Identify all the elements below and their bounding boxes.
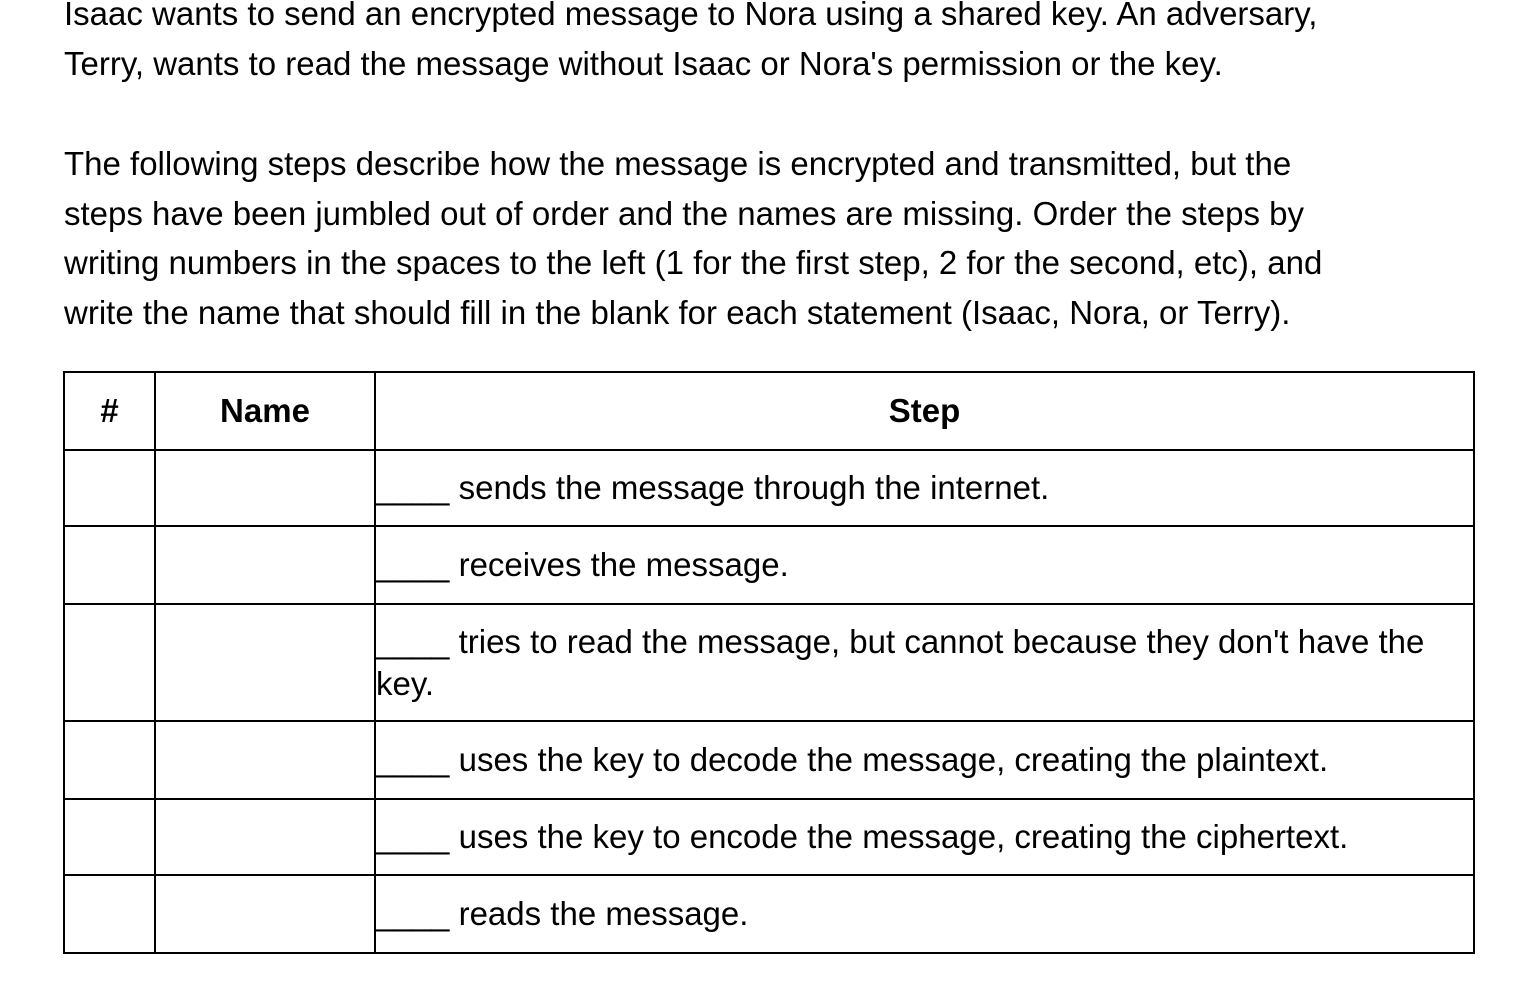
- number-cell[interactable]: [64, 875, 155, 953]
- name-blank: ____: [376, 741, 450, 778]
- header-number: #: [64, 372, 155, 450]
- step-cell: [375, 526, 1474, 604]
- number-cell[interactable]: [64, 799, 155, 875]
- step-cell: [375, 450, 1474, 526]
- table-row: [64, 721, 1474, 799]
- step-text: uses the key to decode the message, creating the plaintext.: [449, 741, 1329, 778]
- step-text: tries to read the message, but cannot because they don't have the key.: [376, 622, 1425, 702]
- step-cell: [375, 799, 1474, 875]
- step-text: receives the message.: [449, 546, 789, 583]
- instructions-line: write the name that should fill in the blank for each statement (Isaac, Nora, or Terry).: [64, 293, 1291, 331]
- table-row: [64, 604, 1474, 721]
- intro-line: Isaac wants to send an encrypted message to Nora using a shared key. An adversary,: [64, 0, 1318, 32]
- step-cell: [375, 604, 1474, 721]
- table-row: [64, 450, 1474, 526]
- instructions-paragraph: [64, 139, 1322, 337]
- name-cell[interactable]: [155, 450, 375, 526]
- name-blank: ____: [376, 622, 450, 660]
- name-blank: ____: [376, 895, 450, 932]
- step-cell: [375, 721, 1474, 799]
- name-blank: ____: [376, 546, 450, 583]
- intro-line: Terry, wants to read the message without Isaac or Nora's permission or the key.: [64, 44, 1223, 82]
- table-row: [64, 799, 1474, 875]
- instructions-line: writing numbers in the spaces to the left (1 for the first step, 2 for the second, etc), and: [64, 244, 1323, 281]
- name-cell[interactable]: [155, 526, 375, 604]
- header-step: Step: [375, 372, 1474, 450]
- name-cell[interactable]: [155, 721, 375, 799]
- step-text: sends the message through the internet.: [449, 469, 1050, 506]
- steps-table: [63, 371, 1475, 954]
- number-cell[interactable]: [64, 526, 155, 604]
- name-blank: ____: [376, 818, 450, 855]
- name-blank: ____: [376, 469, 450, 506]
- table-header-row: [64, 372, 1474, 450]
- table-row: [64, 526, 1474, 604]
- step-text: uses the key to encode the message, creating the ciphertext.: [449, 818, 1349, 855]
- instructions-line: steps have been jumbled out of order and the names are missing. Order the steps by: [64, 194, 1305, 232]
- name-cell[interactable]: [155, 604, 375, 721]
- table-row: [64, 875, 1474, 953]
- name-cell[interactable]: [155, 875, 375, 953]
- step-text: reads the message.: [449, 895, 749, 932]
- instructions-line: The following steps describe how the message is encrypted and transmitted, but the: [64, 145, 1292, 182]
- name-cell[interactable]: [155, 799, 375, 875]
- header-name: Name: [155, 372, 375, 450]
- number-cell[interactable]: [64, 604, 155, 721]
- step-cell: [375, 875, 1474, 953]
- number-cell[interactable]: [64, 721, 155, 799]
- intro-paragraph: [64, 0, 1317, 88]
- number-cell[interactable]: [64, 450, 155, 526]
